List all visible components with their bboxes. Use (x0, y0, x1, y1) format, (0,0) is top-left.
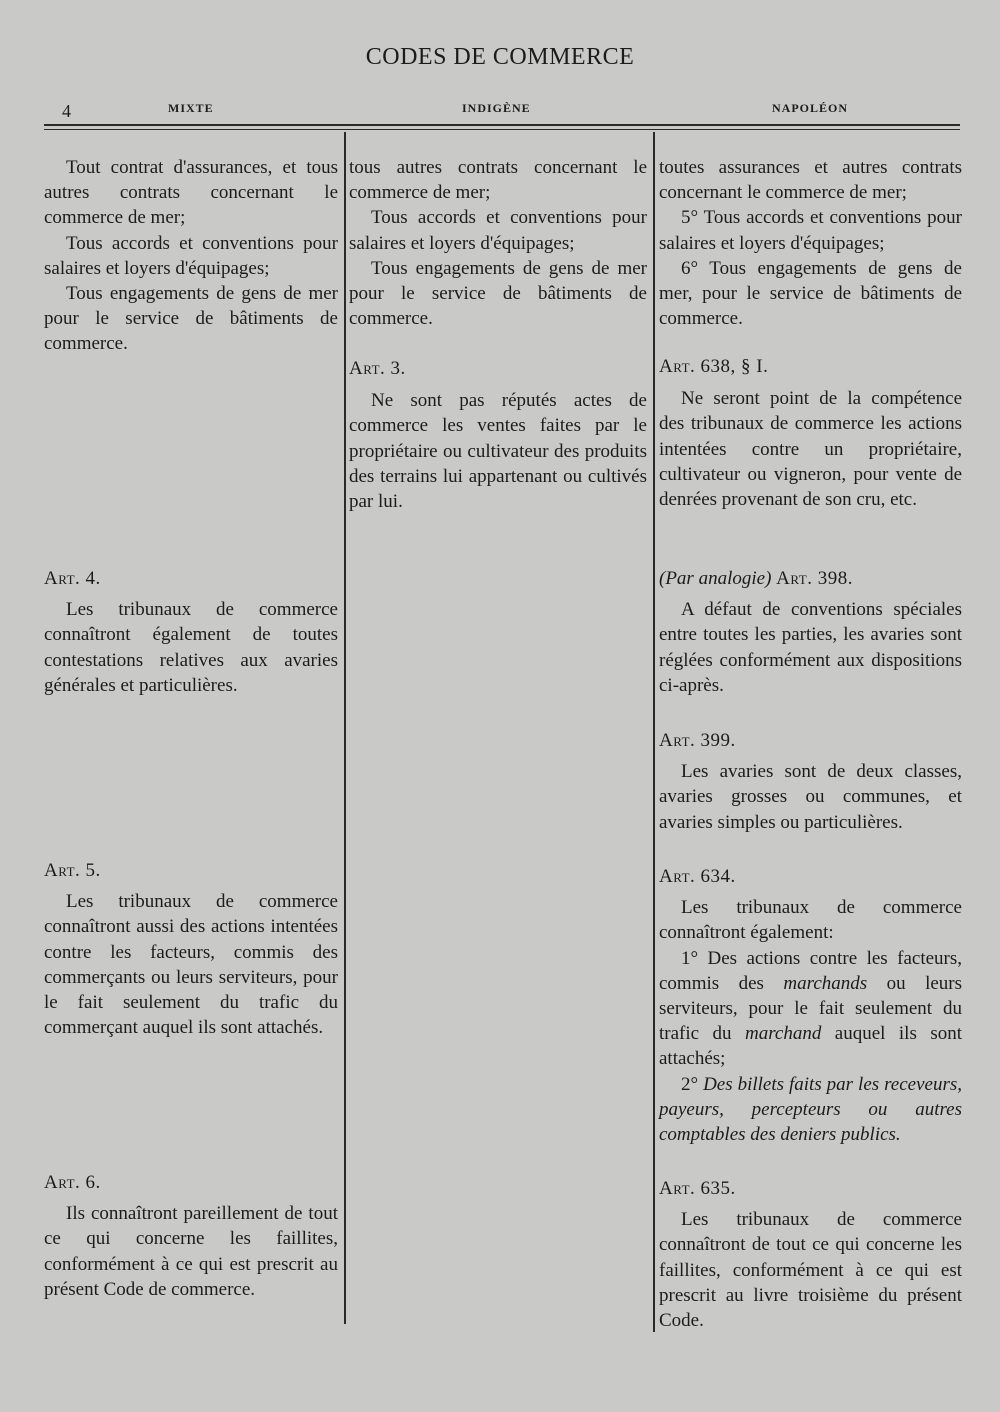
article-3 (349, 356, 647, 514)
article-item-1: 1° Des actions contre les facteurs, commis des marchands ou leurs serviteurs, pour le fait seulement du trafic du marchand auquel ils sont attachés; (659, 947, 962, 1070)
article-text: A défaut de conventions spéciales entre toutes les parties, les avaries sont réglées conformément aux dispositions ci-après. (659, 599, 962, 696)
article-heading: Art. 635. (659, 1178, 736, 1199)
article-text: Les tribunaux de commerce connaîtront également: (659, 897, 962, 944)
paragraph: 6° Tous engagements de gens de mer, pour le service de bâtiments de commerce. (659, 257, 962, 330)
page-number: 4 (62, 101, 71, 121)
column-mixte (44, 155, 338, 357)
paragraph: toutes assurances et autres contrats concernant le commerce de mer; (659, 157, 962, 204)
article-heading-line (659, 566, 962, 591)
article-heading: Art. 399. (659, 730, 736, 751)
article-5 (44, 858, 338, 1040)
article-6 (44, 1170, 338, 1302)
column-divider-2 (653, 132, 655, 1332)
article-text: Ne seront point de la compétence des tribunaux de commerce les actions intentées contre un propriétaire, cultivateur ou vigneron, pour vente de denrées provenant de son cru, etc. (659, 388, 962, 511)
paragraph: Tous accords et conventions pour salaires et loyers d'équipages; (44, 232, 338, 279)
article-635 (659, 1176, 962, 1333)
column-divider-1 (344, 132, 346, 1324)
article-text: Ils connaîtront pareillement de tout ce qui concerne les faillites, conformément à ce qui est prescrit au présent Code de commerce. (44, 1203, 338, 1300)
article-text: Les tribunaux de commerce connaîtront aussi des actions intentées contre les facteurs, commis des commerçants ou leurs serviteurs, pour le fait seulement du trafic du commerçant auquel ils sont attachés. (44, 891, 338, 1039)
header-mixte: MIXTE (168, 101, 214, 115)
header-rule-thick (44, 124, 960, 126)
article-heading: Art. 5. (44, 860, 101, 881)
header-indigene: INDIGÈNE (462, 101, 531, 115)
article-399 (659, 728, 962, 835)
column-napoleon (659, 155, 962, 331)
paragraph: Tous engagements de gens de mer pour le service de bâtiments de commerce. (44, 283, 338, 355)
article-heading: Art. 634. (659, 866, 736, 887)
header-rule-thin (44, 129, 960, 130)
article-text: Ne sont pas réputés actes de commerce les ventes faites par le propriétaire ou cultivateur des produits des terrains lui appartenant ou cultivés par lui. (349, 390, 647, 513)
paragraph: Tout contrat d'assurances, et tous autres contrats concernant le commerce de mer; (44, 157, 338, 229)
article-item-2: 2° Des billets faits par les receveurs, payeurs, percepteurs ou autres comptables des deniers publics. (659, 1073, 962, 1146)
analogy-note: (Par analogie) (659, 568, 772, 589)
article-heading: Art. 398. (776, 568, 853, 589)
header-napoleon: NAPOLÉON (772, 101, 849, 115)
article-text: Les avaries sont de deux classes, avaries grosses ou communes, et avaries simples ou particulières. (659, 761, 962, 833)
article-text: Les tribunaux de commerce connaîtront de tout ce qui concerne les faillites, conformément à ce qui est prescrit au livre troisième du présent Code. (659, 1209, 962, 1332)
article-heading: Art. 638, § I. (659, 356, 769, 377)
article-text: Les tribunaux de commerce connaîtront également de toutes contestations relatives aux avaries générales et particulières. (44, 599, 338, 696)
page-title: CODES DE COMMERCE (365, 44, 635, 70)
article-634 (659, 864, 962, 1147)
paragraph: tous autres contrats concernant le commerce de mer; (349, 157, 647, 204)
column-indigene (349, 155, 647, 331)
article-638 (659, 354, 962, 512)
paragraph: 5° Tous accords et conventions pour salaires et loyers d'équipages; (659, 207, 962, 254)
article-heading: Art. 3. (349, 358, 406, 379)
article-398 (659, 566, 962, 698)
paragraph: Tous engagements de gens de mer pour le service de bâtiments de commerce. (349, 257, 647, 330)
paragraph: Tous accords et conventions pour salaires et loyers d'équipages; (349, 207, 647, 254)
article-heading: Art. 6. (44, 1172, 101, 1193)
article-heading: Art. 4. (44, 568, 101, 589)
article-4 (44, 566, 338, 698)
